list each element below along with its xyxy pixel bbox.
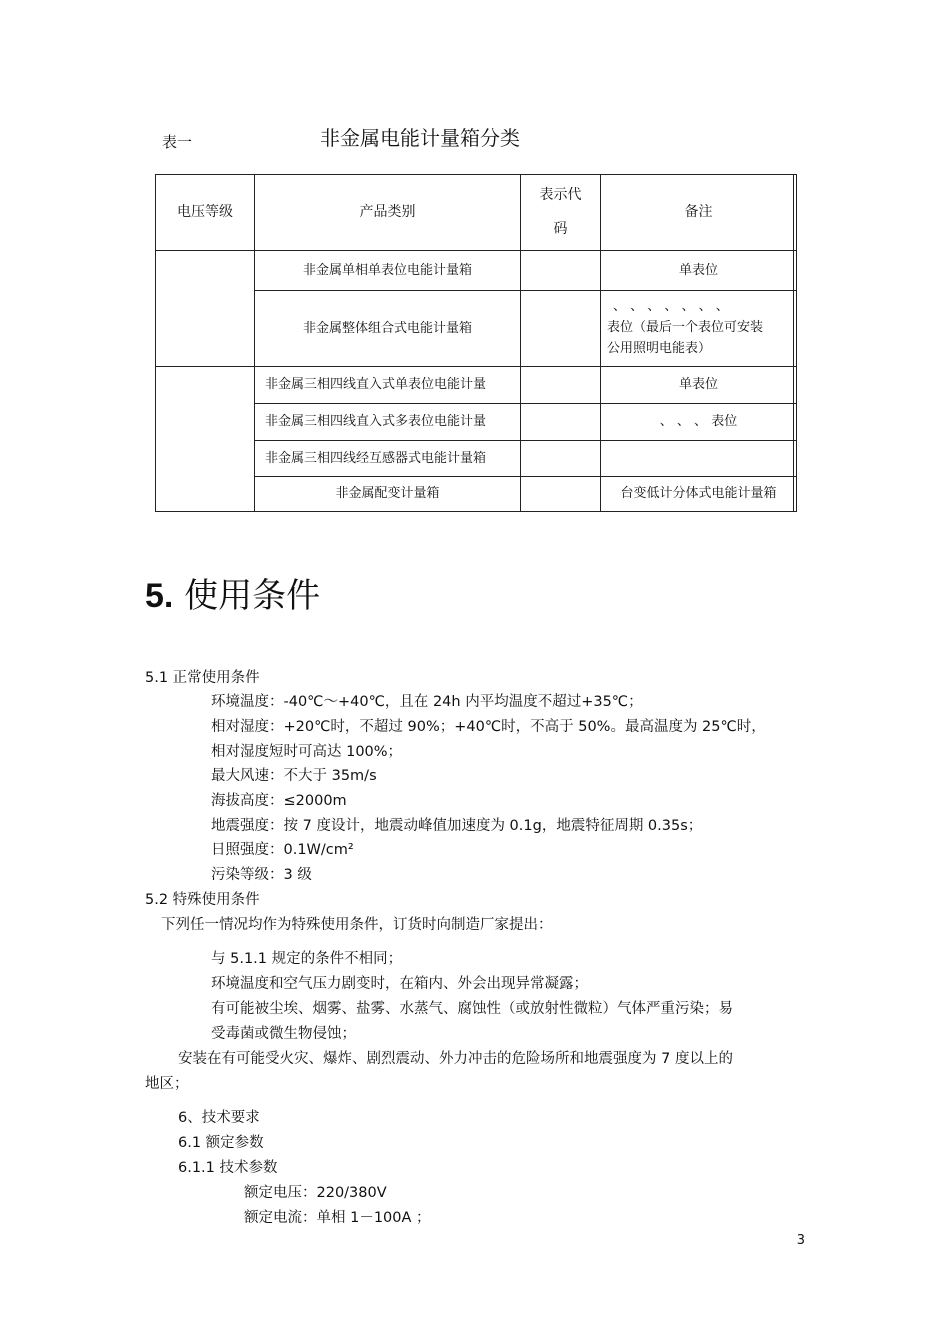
note-cell [601,441,797,477]
condition-line: 日照强度：0.1W/cm² [211,842,354,858]
special-condition-line: 地区； [145,1076,189,1092]
header-note: 备注 [601,175,797,251]
special-condition-line: 安装在有可能受火灾、爆炸、剧烈震动、外力冲击的危险场所和地震强度为 7 度以上的 [178,1051,733,1067]
parameter-line: 额定电流：单相 1－100A ； [244,1210,431,1226]
subsection-5-1-title: 5.1 正常使用条件 [145,670,260,686]
subsection-5-2-title: 5.2 特殊使用条件 [145,892,260,908]
section-number: 5. [145,577,174,615]
header-code-line2: 码 [553,220,568,237]
special-condition-line: 与 5.1.1 规定的条件不相同； [211,951,403,967]
voltage-cell-three-phase [156,367,255,512]
category-cell: 非金属单相单表位电能计量箱 [255,251,521,291]
subsection-6-1-title: 6.1 额定参数 [178,1135,264,1151]
note-cell: 单表位 [601,251,797,291]
note-line: 公用照明电能表） [607,340,712,356]
code-cell [521,251,601,291]
header-voltage-level: 电压等级 [156,175,255,251]
condition-line: 最大风速：不大于 35m/s [211,768,377,784]
table-row [156,251,797,291]
category-cell: 非金属三相四线直入式多表位电能计量 [255,404,521,441]
note-line: 表位（最后一个表位可安装 [607,320,764,336]
header-product-category: 产品类别 [255,175,521,251]
header-code-line1: 表示代 [539,186,582,203]
note-cell: 、 、 、 表位 [601,404,797,441]
table-row [156,367,797,404]
special-condition-line: 受毒菌或微生物侵蚀； [211,1026,356,1042]
special-conditions-intro: 下列任一情况均作为特殊使用条件，订货时向制造厂家提出： [161,917,553,933]
condition-line: 海拔高度：≤2000m [211,793,347,809]
code-cell [521,367,601,404]
code-cell [521,291,601,367]
subsection-6-1-1-title: 6.1.1 技术参数 [178,1160,278,1176]
condition-line: 环境温度：-40℃～+40℃，且在 24h 内平均温度不超过+35℃； [211,694,643,710]
category-cell: 非金属配变计量箱 [255,477,521,512]
special-condition-line: 环境温度和空气压力剧变时，在箱内、外会出现异常凝露； [211,976,588,992]
code-cell [521,477,601,512]
table-label: 表一 [162,133,193,151]
category-cell: 非金属整体组合式电能计量箱 [255,291,521,367]
condition-line: 相对湿度：+20℃时，不超过 90%；+40℃时，不高于 50%。最高温度为 25℃时， [211,719,766,735]
table-double-border [793,174,794,511]
table-header-row [156,175,797,251]
special-condition-line: 有可能被尘埃、烟雾、盐雾、水蒸气、腐蚀性（或放射性微粒）气体严重污染；易 [211,1001,733,1017]
note-line: 、 、 、 、 、 、 、 [613,299,729,315]
category-cell: 非金属三相四线经互感器式电能计量箱 [255,441,521,477]
parameter-line: 额定电压：220/380V [244,1185,387,1201]
note-cell [601,291,797,367]
page-number: 3 [796,1233,805,1248]
table-title: 非金属电能计量箱分类 [320,126,520,150]
condition-line: 污染等级：3 级 [211,867,312,883]
note-cell: 单表位 [601,367,797,404]
code-cell [521,404,601,441]
section-heading [145,568,320,617]
section-title: 使用条件 [184,576,321,616]
condition-line: 相对湿度短时可高达 100%； [211,744,403,760]
section-6-title: 6、技术要求 [178,1110,260,1126]
condition-line: 地震强度：按 7 度设计，地震动峰值加速度为 0.1g，地震特征周期 0.35s； [211,818,703,834]
category-cell: 非金属三相四线直入式单表位电能计量 [255,367,521,404]
classification-table [155,174,797,512]
code-cell [521,441,601,477]
note-cell: 台变低计分体式电能计量箱 [601,477,797,512]
header-code [521,175,601,251]
voltage-cell-single-phase [156,251,255,367]
